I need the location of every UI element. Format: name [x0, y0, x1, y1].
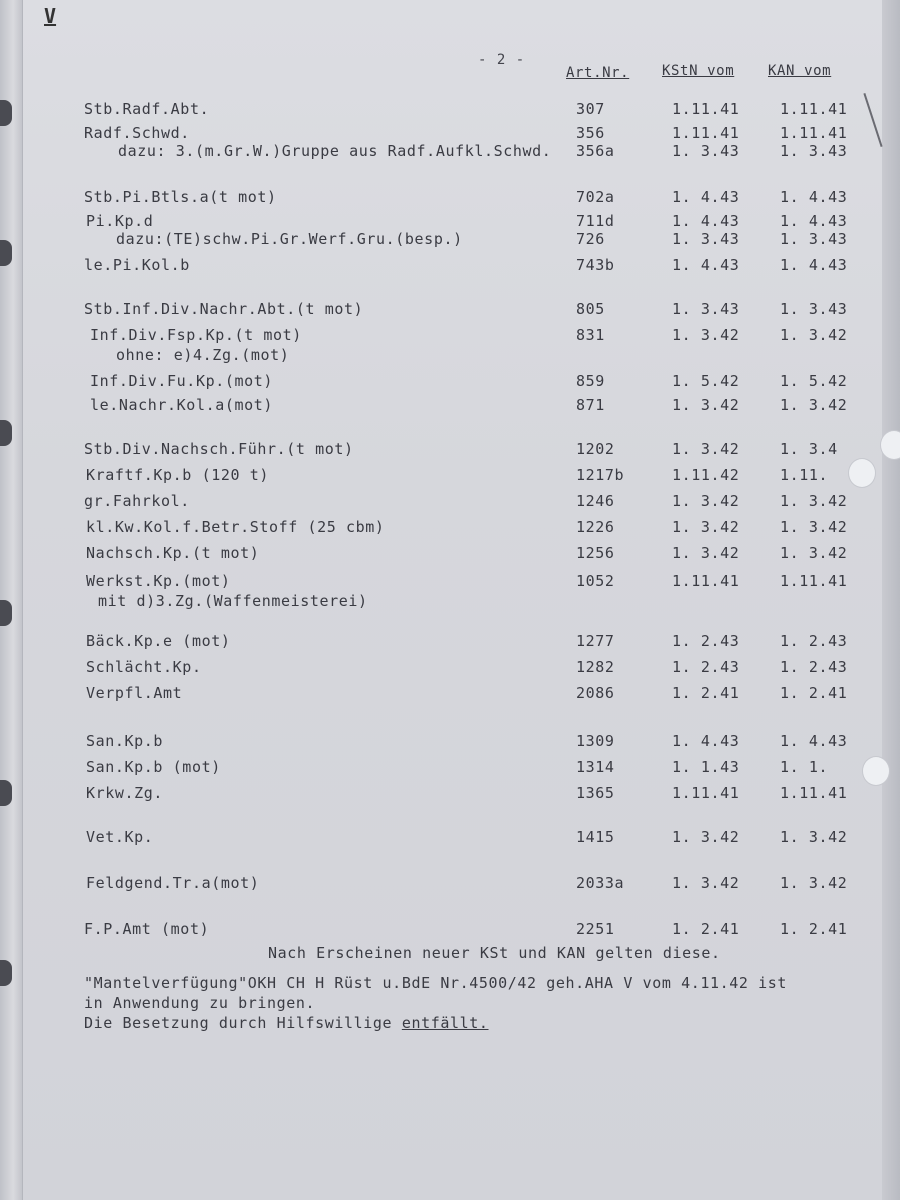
- header-kan: KAN vom: [768, 63, 832, 79]
- row-unit-name: Pi.Kp.d: [86, 212, 154, 230]
- row-art-nr: 831: [576, 326, 605, 344]
- row-art-nr: 1226: [576, 518, 615, 536]
- row-kan-date: 1.11.: [780, 466, 829, 484]
- binder-hole: [0, 420, 12, 446]
- row-kstn-date: 1. 3.42: [672, 518, 740, 536]
- row-unit-name: Nachsch.Kp.(t mot): [86, 544, 260, 562]
- row-art-nr: 307: [576, 100, 605, 118]
- row-kan-date: 1. 3.43: [780, 300, 848, 318]
- row-kstn-date: 1. 3.43: [672, 142, 740, 160]
- row-unit-name: San.Kp.b (mot): [86, 758, 221, 776]
- row-art-nr: 1314: [576, 758, 615, 776]
- row-kstn-date: 1. 2.41: [672, 920, 740, 938]
- row-kstn-date: 1.11.41: [672, 572, 740, 590]
- row-art-nr: 1282: [576, 658, 615, 676]
- row-kan-date: 1. 3.42: [780, 326, 848, 344]
- row-kstn-date: 1. 5.42: [672, 372, 740, 390]
- row-kan-date: 1. 3.42: [780, 492, 848, 510]
- row-unit-name: Radf.Schwd.: [84, 124, 190, 142]
- binder-hole: [0, 100, 12, 126]
- punch-hole: [848, 458, 876, 488]
- row-kan-date: 1. 2.41: [780, 684, 848, 702]
- row-kstn-date: 1. 2.43: [672, 632, 740, 650]
- row-unit-name: kl.Kw.Kol.f.Betr.Stoff (25 cbm): [86, 518, 385, 536]
- punch-hole: [862, 756, 890, 786]
- row-kstn-date: 1. 1.43: [672, 758, 740, 776]
- row-art-nr: 1256: [576, 544, 615, 562]
- row-kstn-date: 1. 4.43: [672, 732, 740, 750]
- row-unit-name: San.Kp.b: [86, 732, 164, 750]
- row-kstn-date: 1. 2.41: [672, 684, 740, 702]
- row-art-nr: 702a: [576, 188, 615, 206]
- row-kan-date: 1. 4.43: [780, 732, 848, 750]
- row-kstn-date: 1. 3.43: [672, 230, 740, 248]
- row-unit-name: dazu: 3.(m.Gr.W.)Gruppe aus Radf.Aufkl.Schwd.: [118, 142, 552, 160]
- row-kan-date: 1. 4.43: [780, 188, 848, 206]
- row-kan-date: 1. 3.43: [780, 142, 848, 160]
- row-kan-date: 1. 3.42: [780, 396, 848, 414]
- footer-remark-emphasis: entfällt.: [401, 1014, 489, 1032]
- header-art-nr: Art.Nr.: [566, 65, 630, 81]
- row-kan-date: 1. 3.42: [780, 518, 848, 536]
- row-unit-name: F.P.Amt (mot): [84, 920, 210, 938]
- row-kan-date: 1. 3.4: [780, 440, 838, 458]
- footer-order-line: in Anwendung zu bringen.: [84, 994, 316, 1012]
- binder-hole: [0, 780, 12, 806]
- row-art-nr: 1309: [576, 732, 615, 750]
- row-unit-name: mit d)3.Zg.(Waffenmeisterei): [98, 592, 368, 610]
- row-unit-name: Schlächt.Kp.: [86, 658, 202, 676]
- row-art-nr: 805: [576, 300, 605, 318]
- row-kstn-date: 1. 4.43: [672, 256, 740, 274]
- row-kstn-date: 1. 4.43: [672, 188, 740, 206]
- binder-hole: [0, 960, 12, 986]
- page-edge: [882, 0, 900, 1200]
- row-art-nr: 2033a: [576, 874, 625, 892]
- footer-order-line: "Mantelverfügung"OKH CH H Rüst u.BdE Nr.4500/42 geh.AHA V vom 4.11.42 ist: [84, 974, 788, 992]
- row-kstn-date: 1. 3.42: [672, 874, 740, 892]
- row-art-nr: 726: [576, 230, 605, 248]
- row-art-nr: 743b: [576, 256, 615, 274]
- row-art-nr: 2251: [576, 920, 615, 938]
- row-unit-name: ohne: e)4.Zg.(mot): [116, 346, 290, 364]
- row-unit-name: Krkw.Zg.: [86, 784, 164, 802]
- row-art-nr: 859: [576, 372, 605, 390]
- row-unit-name: Vet.Kp.: [86, 828, 154, 846]
- row-kstn-date: 1. 3.42: [672, 326, 740, 344]
- row-unit-name: Feldgend.Tr.a(mot): [86, 874, 260, 892]
- row-kan-date: 1.11.41: [780, 784, 848, 802]
- row-art-nr: 1202: [576, 440, 615, 458]
- row-unit-name: Stb.Radf.Abt.: [84, 100, 210, 118]
- row-art-nr: 871: [576, 396, 605, 414]
- row-kstn-date: 1. 3.42: [672, 492, 740, 510]
- row-kstn-date: 1.11.42: [672, 466, 740, 484]
- row-unit-name: Inf.Div.Fu.Kp.(mot): [90, 372, 273, 390]
- row-kan-date: 1. 2.43: [780, 658, 848, 676]
- row-kstn-date: 1. 3.43: [672, 300, 740, 318]
- row-art-nr: 711d: [576, 212, 615, 230]
- binder-hole: [0, 240, 12, 266]
- footer-note: Nach Erscheinen neuer KSt und KAN gelten diese.: [268, 944, 721, 962]
- row-unit-name: le.Nachr.Kol.a(mot): [90, 396, 273, 414]
- row-kan-date: 1. 3.43: [780, 230, 848, 248]
- row-kan-date: 1. 4.43: [780, 212, 848, 230]
- row-art-nr: 1246: [576, 492, 615, 510]
- row-unit-name: Verpfl.Amt: [86, 684, 183, 702]
- row-kstn-date: 1.11.41: [672, 100, 740, 118]
- row-kan-date: 1. 2.41: [780, 920, 848, 938]
- row-kan-date: 1. 2.43: [780, 632, 848, 650]
- row-art-nr: 1365: [576, 784, 615, 802]
- row-kan-date: 1. 3.42: [780, 874, 848, 892]
- row-kstn-date: 1. 2.43: [672, 658, 740, 676]
- row-kan-date: 1. 1.: [780, 758, 829, 776]
- row-kan-date: 1.11.41: [780, 572, 848, 590]
- footer-remark-text: Die Besetzung durch Hilfswillige: [84, 1014, 402, 1032]
- row-kstn-date: 1. 3.42: [672, 828, 740, 846]
- row-unit-name: Bäck.Kp.e (mot): [86, 632, 231, 650]
- row-kan-date: 1. 3.42: [780, 828, 848, 846]
- row-unit-name: gr.Fahrkol.: [84, 492, 190, 510]
- row-art-nr: 1277: [576, 632, 615, 650]
- footer-remark: [84, 1014, 489, 1033]
- row-kstn-date: 1.11.41: [672, 124, 740, 142]
- row-unit-name: Stb.Div.Nachsch.Führ.(t mot): [84, 440, 354, 458]
- row-kstn-date: 1.11.41: [672, 784, 740, 802]
- row-kan-date: 1. 4.43: [780, 256, 848, 274]
- row-unit-name: Kraftf.Kp.b (120 t): [86, 466, 269, 484]
- row-kstn-date: 1. 3.42: [672, 440, 740, 458]
- binder-edge: [0, 0, 22, 1200]
- row-unit-name: Werkst.Kp.(mot): [86, 572, 231, 590]
- row-art-nr: 1217b: [576, 466, 625, 484]
- row-art-nr: 2086: [576, 684, 615, 702]
- row-kstn-date: 1. 3.42: [672, 544, 740, 562]
- row-kstn-date: 1. 4.43: [672, 212, 740, 230]
- header-kstn: KStN vom: [662, 63, 735, 79]
- row-kan-date: 1. 5.42: [780, 372, 848, 390]
- row-unit-name: Stb.Inf.Div.Nachr.Abt.(t mot): [84, 300, 364, 318]
- row-art-nr: 1415: [576, 828, 615, 846]
- row-unit-name: Inf.Div.Fsp.Kp.(t mot): [90, 326, 302, 344]
- row-art-nr: 1052: [576, 572, 615, 590]
- row-art-nr: 356: [576, 124, 605, 142]
- row-kan-date: 1. 3.42: [780, 544, 848, 562]
- binder-hole: [0, 600, 12, 626]
- row-unit-name: Stb.Pi.Btls.a(t mot): [84, 188, 277, 206]
- row-kan-date: 1.11.41: [780, 100, 848, 118]
- page-number: - 2 -: [478, 52, 526, 68]
- corner-mark: V: [44, 4, 57, 28]
- row-kstn-date: 1. 3.42: [672, 396, 740, 414]
- row-kan-date: 1.11.41: [780, 124, 848, 142]
- row-unit-name: dazu:(TE)schw.Pi.Gr.Werf.Gru.(besp.): [116, 230, 463, 248]
- row-unit-name: le.Pi.Kol.b: [84, 256, 190, 274]
- row-art-nr: 356a: [576, 142, 615, 160]
